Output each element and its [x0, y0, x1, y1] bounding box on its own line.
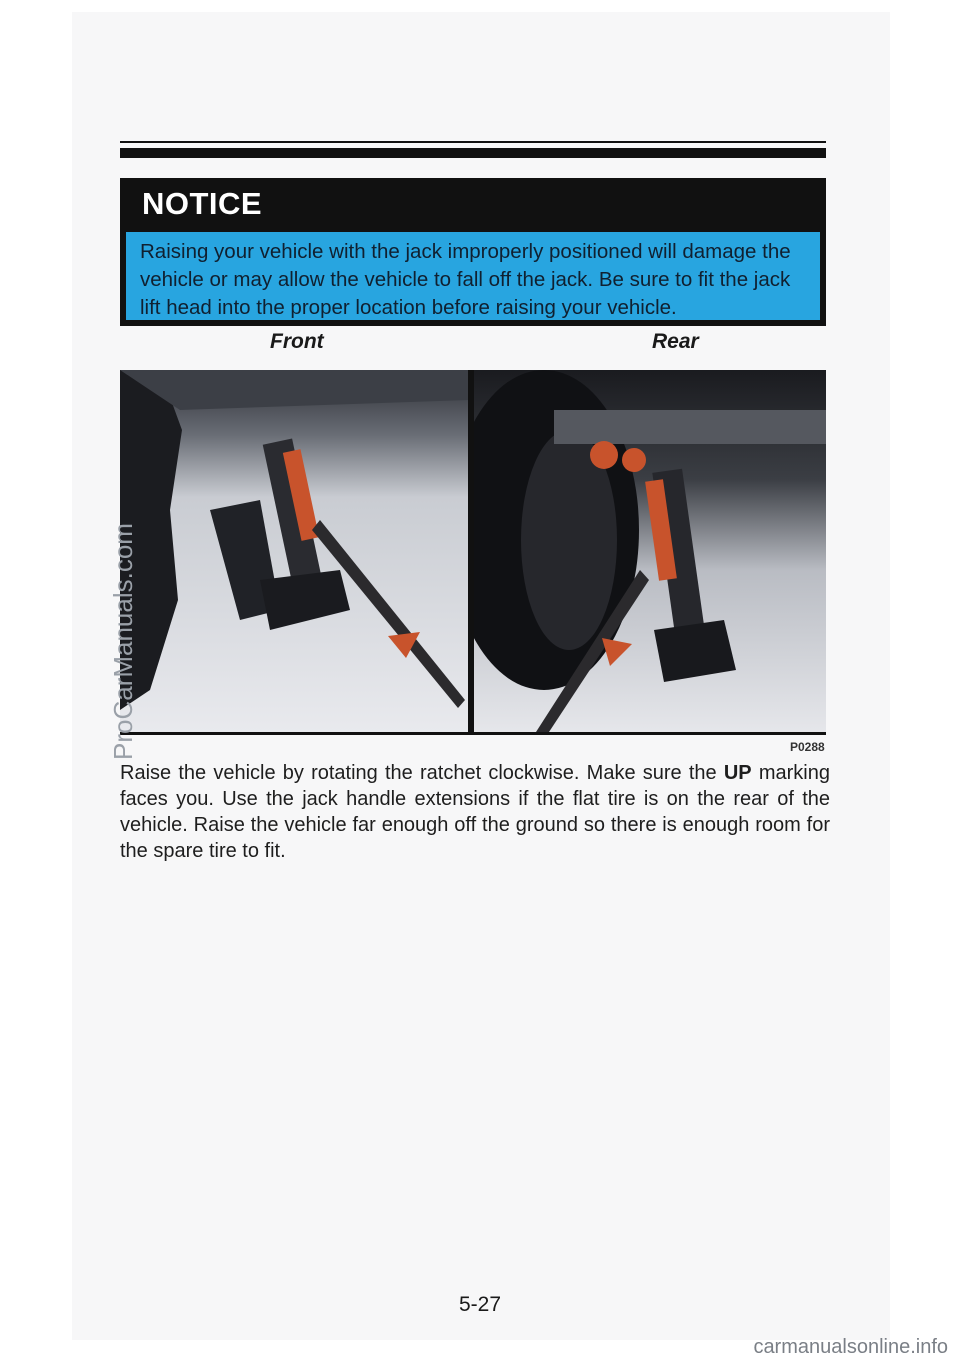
notice-title: NOTICE	[142, 186, 263, 221]
instruction-text-1: Raise the vehicle by rotating the ratchet clockwise. Make sure the	[120, 762, 724, 784]
photo-front-jack	[120, 370, 468, 734]
photo-rear-jack	[474, 370, 826, 734]
notice-body: Raising your vehicle with the jack improperly positioned will damage the vehicle or may allow the vehicle to fall off the jack. Be sure to fit the jack lift head into the proper location before raising your vehicle.	[126, 232, 820, 320]
instruction-text-2: marking faces you. Use the jack handle extensions if the flat tire is on the rear of the vehicle. Raise the vehicle far enough off the ground so there is enough room for the spare tire to fit.	[120, 762, 830, 862]
instruction-paragraph	[120, 760, 830, 864]
footer-watermark: carmanualsonline.info	[753, 1336, 948, 1358]
page-number: 5-27	[458, 1293, 502, 1316]
photo-frame-bottom	[120, 732, 826, 735]
caption-front: Front	[270, 330, 324, 353]
side-watermark: ProCarManuals.com	[108, 523, 138, 760]
header-rule-thin	[120, 141, 826, 143]
rear-jack-illustration	[474, 370, 826, 734]
figure-code: P0288	[790, 740, 825, 754]
instruction-emphasis: UP	[723, 762, 752, 784]
caption-rear: Rear	[652, 330, 699, 353]
front-jack-illustration	[120, 370, 468, 734]
notice-box	[120, 178, 826, 326]
header-rule	[120, 148, 826, 158]
